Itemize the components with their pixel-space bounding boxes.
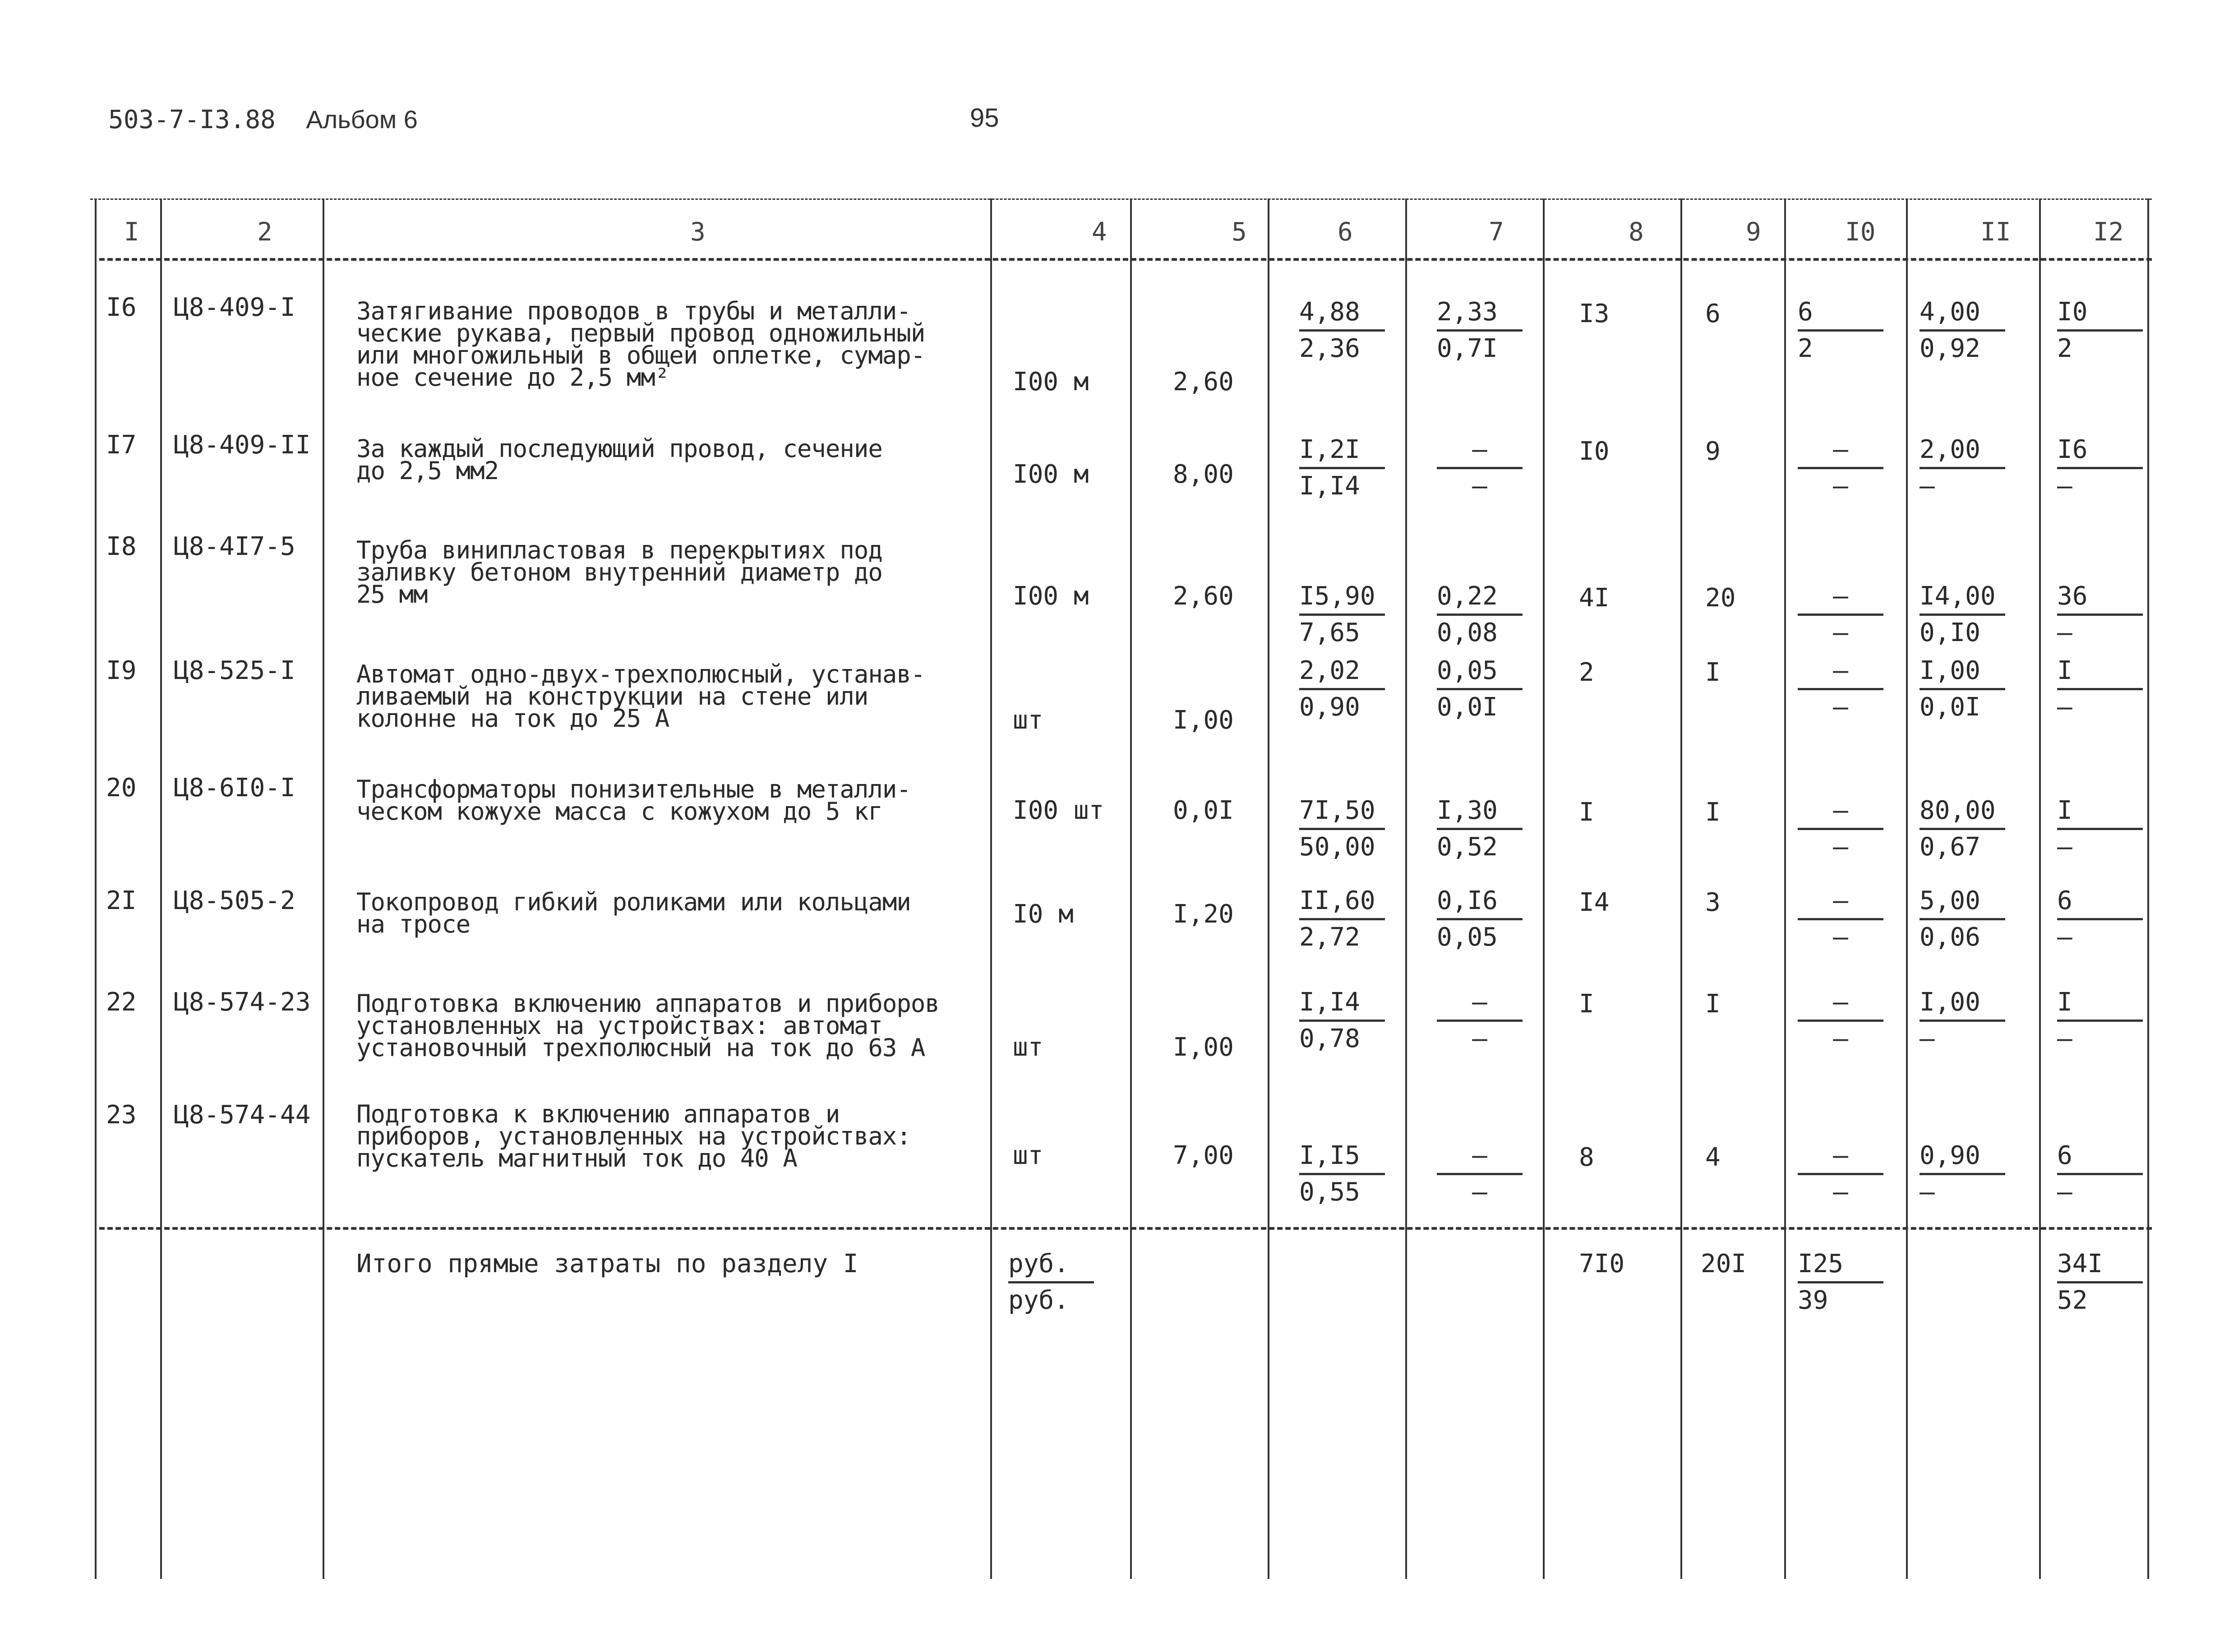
operation-cost-denominator: –: [1833, 618, 1848, 647]
machine-cost-denominator: –: [1472, 1024, 1487, 1053]
unit-of-measure: шт: [1013, 1033, 1043, 1062]
operation-cost-denominator: –: [1833, 1024, 1848, 1053]
row-number: I8: [106, 532, 137, 561]
total-sum-12: [2057, 1250, 2143, 1315]
operation-cost-denominator: 2: [1798, 334, 1813, 363]
price-code: Ц8-574-23: [174, 988, 311, 1017]
machine-cost-numerator: –: [1437, 1141, 1523, 1175]
column-divider: [2147, 198, 2149, 1579]
description-line: Подготовка к включению аппаратов и: [356, 1100, 840, 1128]
total-rule: [99, 1227, 2152, 1230]
column-number: 4: [1092, 217, 1107, 247]
labor-total-numerator: I: [2057, 796, 2143, 830]
machine-cost: [1437, 988, 1523, 1053]
labor-total: [2057, 435, 2143, 501]
labor-total-numerator: I: [2057, 988, 2143, 1022]
unit-cost-numerator: 2,02: [1299, 656, 1385, 690]
price-code: Ц8-409-I: [174, 293, 295, 322]
machine-cost-denominator: 0,52: [1437, 832, 1498, 862]
total-unit-numerator: руб.: [1008, 1250, 1094, 1283]
description-line: Затягивание проводов в трубы и металли-: [356, 297, 911, 325]
labor-per-unit: [1920, 796, 2005, 862]
work-description: [356, 989, 939, 1062]
total-unit-denominator: руб.: [1008, 1286, 1069, 1315]
column-divider: [1906, 198, 1908, 1579]
column-divider: [990, 198, 992, 1579]
total-cost: I: [1579, 989, 1594, 1019]
machine-cost-numerator: –: [1437, 435, 1523, 469]
machine-cost: [1437, 435, 1523, 501]
operation-cost-denominator: –: [1833, 832, 1848, 862]
price-code: Ц8-574-44: [174, 1100, 311, 1130]
labor-per-unit-numerator: I,00: [1920, 988, 2005, 1022]
operation-cost-numerator: –: [1798, 886, 1883, 920]
operation-cost-denominator: –: [1833, 692, 1848, 722]
row-number: 22: [106, 988, 137, 1017]
machine-cost-numerator: I,30: [1437, 796, 1523, 830]
unit-cost-numerator: I,I5: [1299, 1141, 1385, 1175]
labor-total: [2057, 988, 2143, 1053]
column-divider: [2039, 198, 2041, 1579]
quantity: 0,0I: [1173, 796, 1234, 825]
row-number: 2I: [106, 886, 137, 915]
unit-cost-denominator: I,I4: [1299, 471, 1360, 501]
column-divider: [1680, 198, 1682, 1579]
labor-per-unit-denominator: 0,06: [1920, 923, 1980, 952]
operation-cost: [1798, 796, 1883, 862]
description-line: 25 мм: [356, 580, 428, 609]
labor-per-unit-numerator: 0,90: [1920, 1141, 2005, 1175]
labor-per-unit: [1920, 1141, 2005, 1207]
unit-cost-numerator: I5,90: [1299, 582, 1385, 616]
unit-cost-numerator: 4,88: [1299, 298, 1385, 332]
work-description: [356, 536, 882, 609]
description-line: колонне на ток до 25 А: [356, 704, 669, 733]
wages-total: I: [1705, 798, 1721, 827]
total-sum-8: 7I0: [1579, 1249, 1625, 1278]
column-number: 7: [1489, 217, 1504, 247]
row-number: I9: [106, 656, 137, 685]
unit-of-measure: I0 м: [1013, 900, 1074, 929]
labor-total-numerator: 36: [2057, 582, 2143, 616]
total-cost: I: [1579, 798, 1594, 827]
labor-total-denominator: –: [2057, 471, 2072, 501]
unit-cost: [1299, 796, 1385, 862]
labor-per-unit-denominator: –: [1920, 471, 1935, 501]
operation-cost: [1798, 435, 1883, 501]
labor-total-denominator: 2: [2057, 334, 2072, 363]
description-line: или многожильный в общей оплетке, сумар-: [356, 341, 925, 369]
wages-total: 6: [1705, 299, 1721, 328]
unit-of-measure: I00 м: [1013, 581, 1089, 611]
unit-cost: [1299, 1141, 1385, 1207]
operation-cost: [1798, 1141, 1883, 1207]
total-cost: 2: [1579, 658, 1594, 687]
column-number: 6: [1338, 217, 1353, 247]
total-cost: I0: [1579, 437, 1610, 466]
unit-cost-numerator: II,60: [1299, 886, 1385, 920]
quantity: 7,00: [1173, 1141, 1234, 1170]
row-number: I7: [106, 430, 137, 460]
description-line: до 2,5 мм2: [356, 457, 499, 485]
work-description: [356, 888, 911, 938]
description-line: ливаемый на конструкции на стене или: [356, 682, 868, 711]
machine-cost: [1437, 656, 1523, 722]
labor-total: [2057, 796, 2143, 862]
column-number: I0: [1845, 217, 1876, 247]
price-code: Ц8-525-I: [174, 656, 295, 685]
unit-cost-denominator: 0,55: [1299, 1177, 1360, 1207]
operation-cost: [1798, 298, 1883, 363]
description-line: на тросе: [356, 910, 471, 938]
column-divider: [1784, 198, 1786, 1579]
unit-cost: [1299, 886, 1385, 952]
description-line: ное сечение до 2,5 мм²: [356, 363, 669, 392]
unit-cost: [1299, 435, 1385, 501]
machine-cost-numerator: 0,I6: [1437, 886, 1523, 920]
machine-cost: [1437, 796, 1523, 862]
labor-total-denominator: –: [2057, 618, 2072, 647]
quantity: 2,60: [1173, 367, 1234, 397]
column-divider: [160, 198, 162, 1579]
row-number: I6: [106, 293, 137, 322]
total-sum-9: 20I: [1701, 1249, 1747, 1278]
description-line: Автомат одно-двух-трехполюсный, устанав-: [356, 660, 925, 688]
total-cost: I4: [1579, 888, 1610, 917]
labor-per-unit-denominator: 0,67: [1920, 832, 1980, 862]
labor-per-unit: [1920, 298, 2005, 363]
total-sum-10-numerator: I25: [1798, 1250, 1883, 1283]
labor-per-unit-numerator: I,00: [1920, 656, 2005, 690]
labor-per-unit-numerator: I4,00: [1920, 582, 2005, 616]
labor-per-unit-numerator: 5,00: [1920, 886, 2005, 920]
column-divider: [1405, 198, 1407, 1579]
column-divider: [1543, 198, 1545, 1579]
description-line: установочный трехполюсный на ток до 63 А: [356, 1034, 925, 1062]
machine-cost: [1437, 886, 1523, 952]
operation-cost-denominator: –: [1833, 1177, 1848, 1207]
unit-of-measure: шт: [1013, 1141, 1043, 1170]
description-line: Подготовка включению аппаратов и приборов: [356, 989, 939, 1018]
description-line: Токопровод гибкий роликами или кольцами: [356, 888, 911, 916]
quantity: 8,00: [1173, 460, 1234, 489]
work-description: [356, 434, 882, 485]
wages-total: 3: [1705, 888, 1721, 917]
unit-cost-denominator: 50,00: [1299, 832, 1375, 862]
page-number: 95: [970, 103, 999, 133]
table-top-rule: [90, 198, 2152, 200]
price-code: Ц8-6I0-I: [174, 773, 295, 803]
column-divider: [1130, 198, 1132, 1579]
labor-per-unit: [1920, 582, 2005, 647]
total-sum-10: [1798, 1250, 1883, 1315]
labor-per-unit-numerator: 4,00: [1920, 298, 2005, 332]
row-number: 20: [106, 773, 137, 803]
column-number: 2: [257, 217, 272, 247]
labor-per-unit-numerator: 2,00: [1920, 435, 2005, 469]
machine-cost-denominator: –: [1472, 471, 1487, 501]
machine-cost-denominator: 0,7I: [1437, 334, 1498, 363]
unit-of-measure: шт: [1013, 706, 1043, 735]
unit-cost-denominator: 0,78: [1299, 1024, 1360, 1053]
labor-per-unit: [1920, 656, 2005, 722]
operation-cost-numerator: –: [1798, 435, 1883, 469]
unit-cost-denominator: 2,72: [1299, 923, 1360, 952]
machine-cost-denominator: 0,0I: [1437, 692, 1498, 722]
column-number: I2: [2093, 217, 2124, 247]
total-cost: 4I: [1579, 583, 1610, 613]
total-sum-12-denominator: 52: [2057, 1286, 2088, 1315]
operation-cost-numerator: 6: [1798, 298, 1883, 332]
description-line: заливку бетоном внутренний диаметр до: [356, 558, 882, 586]
labor-total-denominator: –: [2057, 1024, 2072, 1053]
description-line: За каждый последующий провод, сечение: [356, 434, 882, 463]
total-sum-10-denominator: 39: [1798, 1286, 1828, 1315]
price-code: Ц8-409-II: [174, 430, 311, 460]
column-number: 3: [690, 217, 706, 247]
labor-total-denominator: –: [2057, 1177, 2072, 1207]
column-number: II: [1980, 217, 2011, 247]
machine-cost-numerator: 2,33: [1437, 298, 1523, 332]
column-number: I: [124, 217, 139, 247]
description-line: пускатель магнитный ток до 40 А: [356, 1144, 797, 1172]
work-description: [356, 1100, 911, 1172]
unit-cost-numerator: 7I,50: [1299, 796, 1385, 830]
description-line: Труба винипластовая в перекрытиях под: [356, 536, 882, 564]
description-line: ческом кожухе масса с кожухом до 5 кг: [356, 797, 882, 826]
machine-cost-denominator: –: [1472, 1177, 1487, 1207]
operation-cost-numerator: –: [1798, 656, 1883, 690]
wages-total: 20: [1705, 583, 1736, 613]
wages-total: I: [1705, 658, 1721, 687]
machine-cost-numerator: 0,22: [1437, 582, 1523, 616]
unit-cost: [1299, 298, 1385, 363]
labor-per-unit: [1920, 886, 2005, 952]
wages-total: 9: [1705, 437, 1721, 466]
operation-cost-numerator: –: [1798, 988, 1883, 1022]
description-line: ческие рукава, первый провод одножильный: [356, 319, 925, 347]
column-number: 5: [1232, 217, 1247, 247]
machine-cost: [1437, 1141, 1523, 1207]
column-divider: [323, 198, 324, 1579]
unit-cost: [1299, 988, 1385, 1053]
quantity: 2,60: [1173, 581, 1234, 611]
operation-cost-numerator: –: [1798, 1141, 1883, 1175]
column-divider: [95, 198, 97, 1579]
machine-cost-denominator: 0,08: [1437, 618, 1498, 647]
machine-cost: [1437, 582, 1523, 647]
operation-cost-numerator: –: [1798, 796, 1883, 830]
operation-cost-numerator: –: [1798, 582, 1883, 616]
column-number: 8: [1629, 217, 1644, 247]
column-divider: [1268, 198, 1269, 1579]
labor-total-numerator: I0: [2057, 298, 2143, 332]
unit-of-measure: I00 м: [1013, 460, 1089, 489]
machine-cost: [1437, 298, 1523, 363]
labor-total: [2057, 582, 2143, 647]
description-line: Трансформаторы понизительные в металли-: [356, 775, 911, 803]
operation-cost: [1798, 886, 1883, 952]
labor-per-unit-denominator: 0,I0: [1920, 618, 1980, 647]
unit-cost: [1299, 582, 1385, 647]
labor-total: [2057, 886, 2143, 952]
unit-cost-denominator: 2,36: [1299, 334, 1360, 363]
total-cost: 8: [1579, 1143, 1594, 1172]
labor-total: [2057, 298, 2143, 363]
labor-total-numerator: I: [2057, 656, 2143, 690]
row-number: 23: [106, 1100, 137, 1130]
machine-cost-denominator: 0,05: [1437, 923, 1498, 952]
unit-cost-denominator: 0,90: [1299, 692, 1360, 722]
labor-per-unit-denominator: –: [1920, 1177, 1935, 1207]
unit-cost: [1299, 656, 1385, 722]
price-code: Ц8-505-2: [174, 886, 295, 915]
labor-total: [2057, 1141, 2143, 1207]
operation-cost: [1798, 988, 1883, 1053]
labor-per-unit-numerator: 80,00: [1920, 796, 2005, 830]
labor-total-numerator: 6: [2057, 886, 2143, 920]
wages-total: 4: [1705, 1143, 1721, 1172]
operation-cost: [1798, 656, 1883, 722]
labor-per-unit-denominator: –: [1920, 1024, 1935, 1053]
column-number: 9: [1746, 217, 1761, 247]
labor-per-unit: [1920, 988, 2005, 1053]
work-description: [356, 775, 911, 826]
unit-of-measure: I00 шт: [1013, 796, 1104, 825]
unit-cost-denominator: 7,65: [1299, 618, 1360, 647]
machine-cost-numerator: –: [1437, 988, 1523, 1022]
labor-per-unit-denominator: 0,0I: [1920, 692, 1980, 722]
total-label: Итого прямые затраты по разделу I: [356, 1249, 858, 1278]
labor-total-denominator: –: [2057, 832, 2072, 862]
labor-total-numerator: I6: [2057, 435, 2143, 469]
labor-total-denominator: –: [2057, 692, 2072, 722]
header-rule: [99, 258, 2152, 261]
total-cost: I3: [1579, 299, 1610, 328]
machine-cost-numerator: 0,05: [1437, 656, 1523, 690]
wages-total: I: [1705, 989, 1721, 1019]
quantity: I,00: [1173, 706, 1234, 735]
labor-per-unit: [1920, 435, 2005, 501]
labor-total: [2057, 656, 2143, 722]
labor-per-unit-denominator: 0,92: [1920, 334, 1980, 363]
operation-cost: [1798, 582, 1883, 647]
description-line: установленных на устройствах: автомат: [356, 1011, 882, 1040]
labor-total-numerator: 6: [2057, 1141, 2143, 1175]
unit-cost-numerator: I,I4: [1299, 988, 1385, 1022]
work-description: [356, 660, 925, 733]
quantity: I,00: [1173, 1033, 1234, 1062]
total-sum-12-numerator: 34I: [2057, 1250, 2143, 1283]
description-line: приборов, установленных на устройствах:: [356, 1122, 911, 1150]
operation-cost-denominator: –: [1833, 471, 1848, 501]
work-description: [356, 297, 925, 392]
unit-of-measure: I00 м: [1013, 367, 1089, 397]
operation-cost-denominator: –: [1833, 923, 1848, 952]
document-code: 503-7-I3.88 Альбом 6: [108, 105, 418, 134]
quantity: I,20: [1173, 900, 1234, 929]
unit-cost-numerator: I,2I: [1299, 435, 1385, 469]
total-unit: [1008, 1250, 1094, 1315]
labor-total-denominator: –: [2057, 923, 2072, 952]
price-code: Ц8-4I7-5: [174, 532, 295, 561]
